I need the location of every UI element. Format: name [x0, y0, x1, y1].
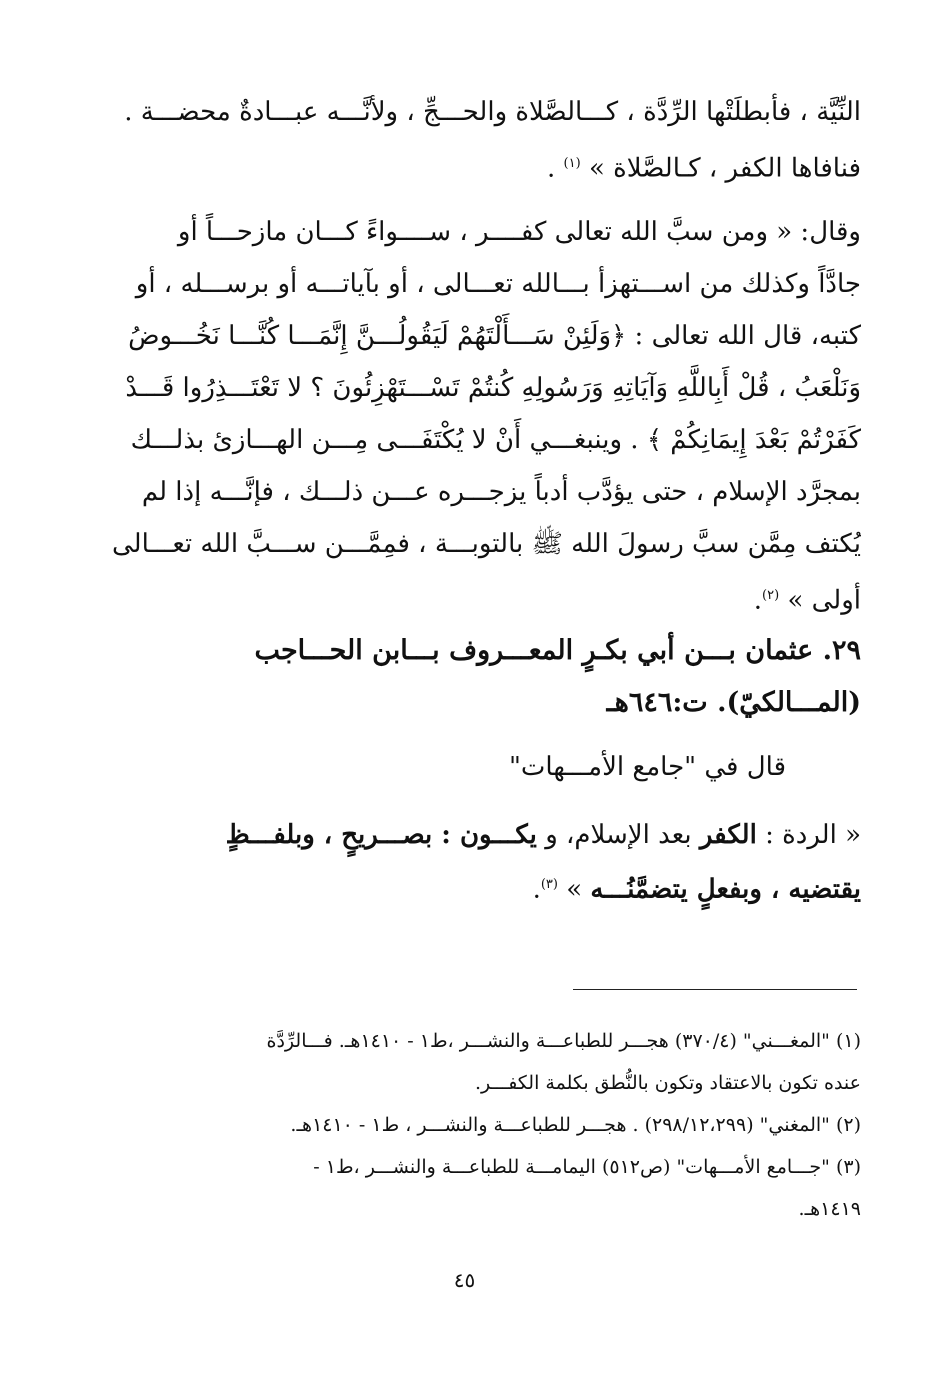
- footnotes: [71, 1020, 861, 1230]
- plain-text: بعد الإسلام، و: [536, 820, 700, 850]
- subheading: [71, 741, 861, 793]
- quote-close: »: [566, 874, 591, 905]
- text-line: وقال: « ومن سبَّ الله تعالى كفــــر ، ســــواءً كـــان مازحـــاً أو: [177, 217, 861, 247]
- heading-line: (المـــالكيّ). ت:٦٤٦هـ: [606, 687, 861, 718]
- paragraph-2: [71, 206, 861, 627]
- footnote-line: عنده تكون بالاعتقاد وتكون بالنُّطق بكلمة الكفـــر.: [474, 1072, 861, 1094]
- text-line: كَفَرْتُمْ بَعْدَ إِيمَانِكُمْ ﴾ . وينبغـــي أَنْ لا يُكْتَفَـــى مِـــن الهـــازئ بذلـــك: [130, 425, 861, 455]
- bold-term: يكـــون : بصـــريحٍ ، وبلفـــظٍ: [225, 820, 537, 850]
- footnote-line: (٣) "جـــامع الأمـــهات" (ص٥١٢) اليمامـــة للطباعـــة والنشـــر ،ط١ -: [313, 1156, 861, 1178]
- text-line-content: فنافاها الكفر ، كـالصَّلاة »: [588, 153, 861, 184]
- text-line: جادَّاً وكذلك من اســـتهزأ بـــالله تعـــالى ، أو بآياتـــه أو برســـله ، أو: [135, 269, 861, 299]
- paragraph-1: [71, 86, 861, 195]
- footnote-line: ١٤١٩هـ.: [798, 1198, 861, 1220]
- bold-term: يقتضيه ، وبفعلٍ يتضمَّنُـــه: [590, 874, 861, 905]
- bold-term: الكفر: [699, 820, 757, 850]
- definition-paragraph: [71, 810, 861, 915]
- footnote-line: (١) "المغـــني" (٣٧٠/٤) هجـــر للطباعـــة والنشـــر ،ط١ - ١٤١٠هـ. فـــالرِّدَّة: [266, 1030, 861, 1052]
- text-line: أولى » $^{(٢)}$.: [753, 585, 861, 616]
- text-line: [71, 810, 861, 860]
- text-line: كتبه، قال الله تعالى : ﴿وَلَئِنْ سَـــأَلْتَهُمْ لَيَقُولُـــنَّ إِنَّمَـــا كُنَّـــا نَخُـــوضُ: [128, 321, 861, 351]
- text-line: بمجرَّد الإسلام ، حتى يؤدَّب أدباً يزجـــره عـــن ذلـــك ، فإنَّـــه إذا لم: [141, 477, 861, 507]
- text-line: النِّيَّة ، فأبطلَتْها الرِّدَّة ، كـــالصَّلاة والحـــجِّ ، ولأنَّـــه عبـــادةٌ محضـــة .: [124, 97, 861, 127]
- subheading-text: قال في "جامع الأمـــهات": [508, 752, 786, 782]
- footnote-ref-3[interactable]: (٣): [540, 877, 558, 892]
- section-heading: [71, 625, 861, 729]
- footnote-ref-2[interactable]: (٢): [762, 588, 780, 603]
- footnote-ref-1[interactable]: (١): [563, 156, 581, 171]
- text-line: فنافاها الكفر ، كـالصَّلاة » $^{(١)}$ .: [547, 153, 861, 184]
- text-line: يُكتف مِمَّن سبَّ رسولَ الله ﷺ بالتوبـــة ، فمِمَّـــن ســـبَّ الله تعـــالى: [111, 529, 861, 559]
- quote-open: « الردة :: [756, 820, 861, 850]
- footnote-line: (٢) "المغني" (٢٩٨/١٢،٢٩٩) . هجـــر للطباعـــة والنشـــر ، ط١ - ١٤١٠هـ.: [290, 1114, 861, 1136]
- text-line: وَنَلْعَبُ ، قُلْ أَبِاللَّهِ وَآيَاتِهِ وَرَسُولِهِ كُنتُمْ تَسْـــتَهْزِئُونَ ؟ لا تَعْتَـــذِرُوا قَـــدْ: [125, 373, 861, 403]
- page-number: ٤٥: [453, 1268, 476, 1292]
- footnote-divider: [573, 989, 857, 990]
- heading-line: ٢٩. عثمان بـــن أبي بكـرٍ المعـــروف بـــابن الحـــاجب: [254, 635, 861, 666]
- text-line-content: أولى »: [787, 585, 861, 616]
- text-line: يقتضيه ، وبفعلٍ يتضمَّنُـــه » $^{(٣)}$.: [532, 874, 861, 905]
